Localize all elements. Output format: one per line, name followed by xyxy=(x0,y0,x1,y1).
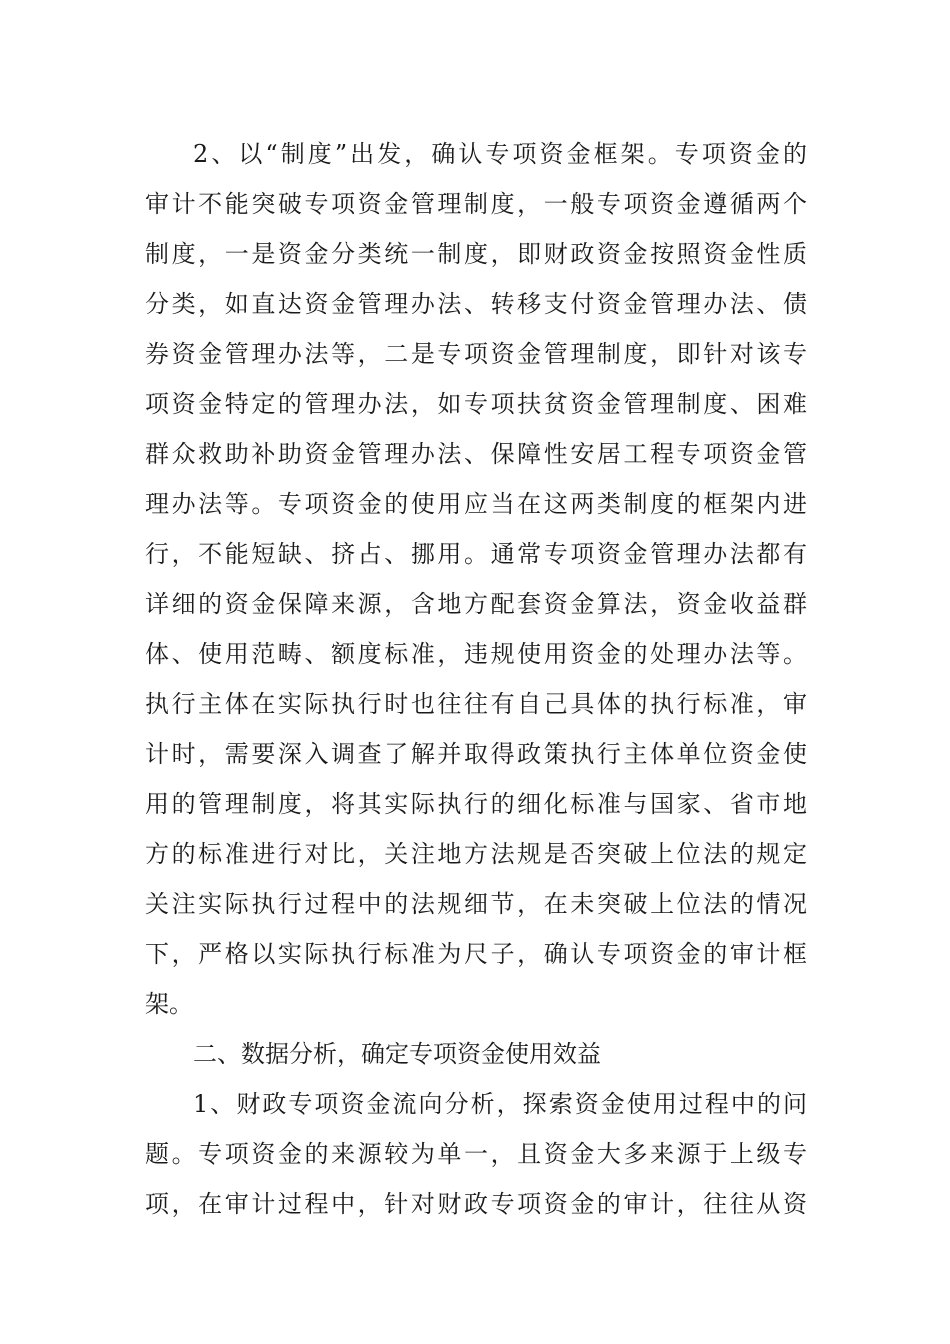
paragraph-1-line-5: 券资金管理办法等，二是专项资金管理制度，即针对该专 xyxy=(145,340,807,368)
paragraph-1-line-12: 执行主体在实际执行时也往往有自己具体的执行标准，审 xyxy=(145,690,807,718)
paragraph-1-line-15: 方的标准进行对比，关注地方法规是否突破上位法的规定 xyxy=(145,840,807,868)
paragraph-1-line-2: 审计不能突破专项资金管理制度，一般专项资金遵循两个 xyxy=(145,190,807,218)
paragraph-1-line-4: 分类，如直达资金管理办法、转移支付资金管理办法、债 xyxy=(145,290,807,318)
paragraph-1-line-9: 行，不能短缺、挤占、挪用。通常专项资金管理办法都有 xyxy=(145,540,807,568)
paragraph-1-line-8: 理办法等。专项资金的使用应当在这两类制度的框架内进 xyxy=(145,490,807,518)
paragraph-1-line-1: 2、以“制度”出发，确认专项资金框架。专项资金的 xyxy=(193,140,807,168)
paragraph-1-line-14: 用的管理制度，将其实际执行的细化标准与国家、省市地 xyxy=(145,790,807,818)
paragraph-1-line-6: 项资金特定的管理办法，如专项扶贫资金管理制度、困难 xyxy=(145,390,807,418)
paragraph-1-line-11: 体、使用范畴、额度标准，违规使用资金的处理办法等。 xyxy=(145,640,807,668)
paragraph-1-line-10: 详细的资金保障来源，含地方配套资金算法，资金收益群 xyxy=(145,590,807,618)
paragraph-1-line-17: 下，严格以实际执行标准为尺子，确认专项资金的审计框 xyxy=(145,940,807,968)
paragraph-2-line-1: 1、财政专项资金流向分析，探索资金使用过程中的问 xyxy=(193,1090,807,1118)
paragraph-1-line-7: 群众救助补助资金管理办法、保障性安居工程专项资金管 xyxy=(145,440,807,468)
section-heading: 二、数据分析，确定专项资金使用效益 xyxy=(193,1040,601,1068)
paragraph-1-line-16: 关注实际执行过程中的法规细节，在未突破上位法的情况 xyxy=(145,890,807,918)
paragraph-1-line-13: 计时，需要深入调查了解并取得政策执行主体单位资金使 xyxy=(145,740,807,768)
paragraph-2-line-2: 题。专项资金的来源较为单一，且资金大多来源于上级专 xyxy=(145,1140,807,1168)
paragraph-1-line-3: 制度，一是资金分类统一制度，即财政资金按照资金性质 xyxy=(145,240,807,268)
paragraph-1-line-18: 架。 xyxy=(145,990,193,1018)
paragraph-2-line-3: 项，在审计过程中，针对财政专项资金的审计，往往从资 xyxy=(145,1190,807,1218)
